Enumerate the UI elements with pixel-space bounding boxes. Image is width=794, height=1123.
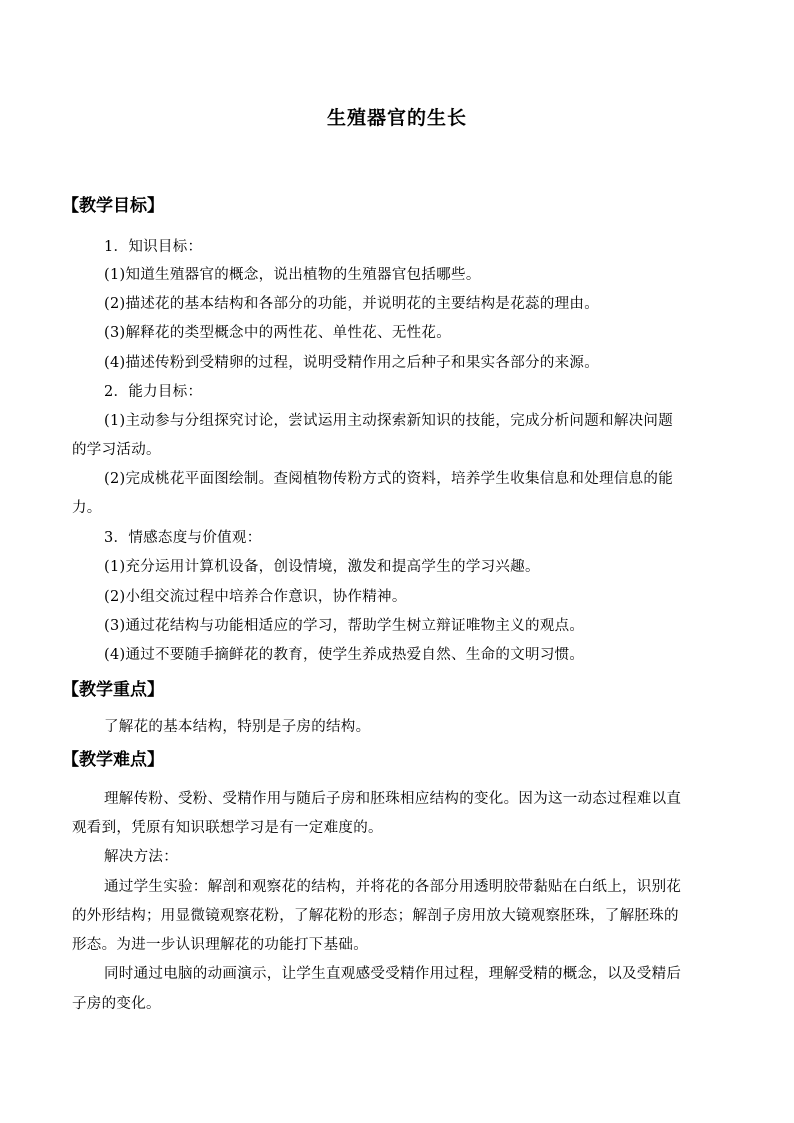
emotion-goal-item: (2)小组交流过程中培养合作意识，协作精神。 — [104, 589, 407, 605]
animation-paragraph-cont: 子房的变化。 — [72, 996, 161, 1012]
method-title: 解决方法： — [104, 849, 178, 865]
animation-paragraph: 同时通过电脑的动画演示，让学生直观感受受精作用过程，理解受精的概念，以及受精后 — [104, 966, 682, 982]
emotion-goal-item: (1)充分运用计算机设备，创设情境，激发和提高学生的学习兴趣。 — [104, 559, 540, 575]
ability-goal-title: 2．能力目标： — [104, 384, 203, 400]
method-paragraph-cont: 的外形结构；用显微镜观察花粉，了解花粉的形态；解剖子房用放大镜观察胚珠，了解胚珠的 — [72, 908, 679, 924]
emotion-goal-item: (4)通过不要随手摘鲜花的教育，使学生养成热爱自然、生命的文明习惯。 — [104, 647, 585, 663]
key-points-heading: 【教学重点】 — [62, 680, 164, 700]
knowledge-goal-title: 1．知识目标： — [104, 239, 203, 255]
goals-heading: 【教学目标】 — [62, 196, 164, 216]
ability-goal-item-cont: 力。 — [72, 500, 102, 516]
key-points-text: 了解花的基本结构，特别是子房的结构。 — [104, 719, 371, 735]
ability-goal-item: (2)完成桃花平面图绘制。查阅植物传粉方式的资料，培养学生收集信息和处理信息的能 — [104, 471, 674, 487]
ability-goal-item: (1)主动参与分组探究讨论，尝试运用主动探索新知识的技能，完成分析问题和解决问题 — [104, 413, 674, 429]
method-paragraph: 通过学生实验：解剖和观察花的结构，并将花的各部分用透明胶带黏贴在白纸上，识别花 — [104, 879, 682, 895]
knowledge-goal-item: (3)解释花的类型概念中的两性花、单性花、无性花。 — [104, 325, 452, 341]
knowledge-goal-item: (4)描述传粉到受精卵的过程，说明受精作用之后种子和果实各部分的来源。 — [104, 355, 600, 371]
page-title: 生殖器官的生长 — [326, 107, 467, 129]
knowledge-goal-item: (1)知道生殖器官的概念，说出植物的生殖器官包括哪些。 — [104, 267, 481, 283]
difficulties-paragraph: 理解传粉、受粉、受精作用与随后子房和胚珠相应结构的变化。因为这一动态过程难以直 — [104, 791, 682, 807]
emotion-goal-title: 3．情感态度与价值观： — [104, 530, 262, 546]
emotion-goal-item: (3)通过花结构与功能相适应的学习，帮助学生树立辩证唯物主义的观点。 — [104, 618, 585, 634]
difficulties-paragraph-cont: 观看到，凭原有知识联想学习是有一定难度的。 — [72, 820, 383, 836]
method-paragraph-cont: 形态。为进一步认识理解花的功能打下基础。 — [72, 937, 368, 953]
knowledge-goal-item: (2)描述花的基本结构和各部分的功能，并说明花的主要结构是花蕊的理由。 — [104, 296, 600, 312]
ability-goal-item-cont: 的学习活动。 — [72, 442, 161, 458]
difficulties-heading: 【教学难点】 — [62, 750, 164, 770]
